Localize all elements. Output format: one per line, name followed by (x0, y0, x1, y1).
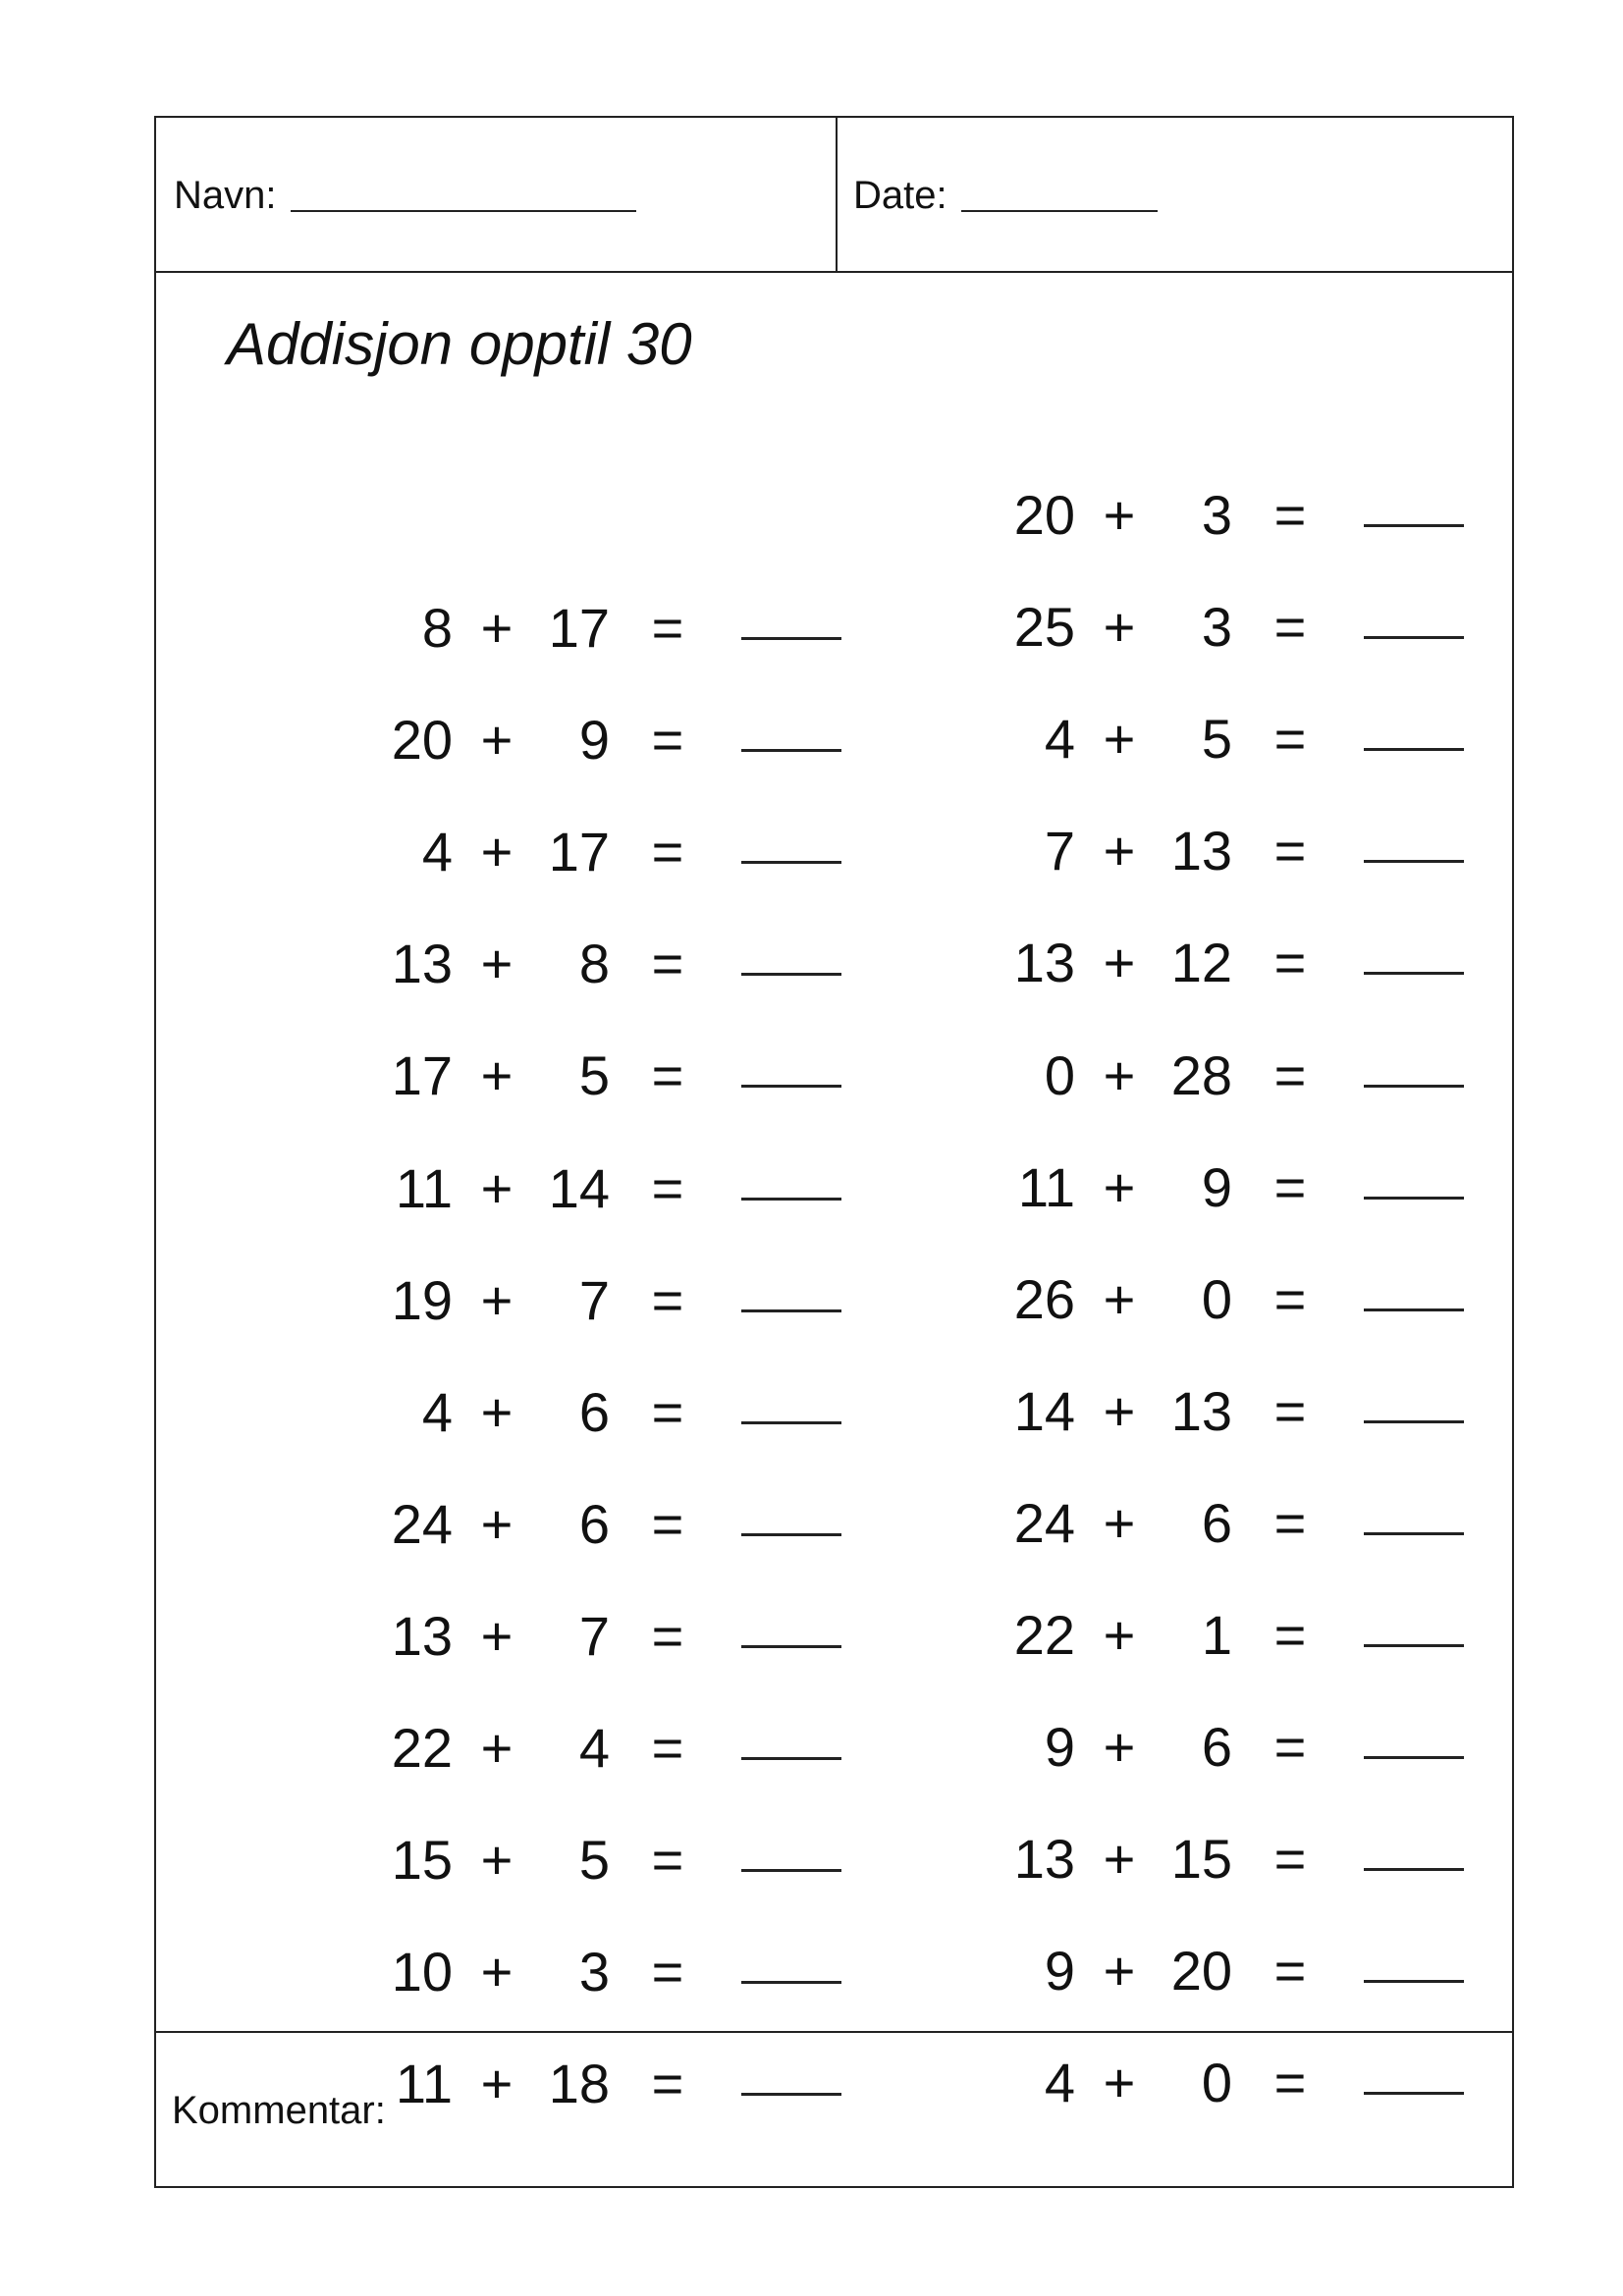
addend-b: 6 (1201, 1716, 1232, 1778)
page-title: Addisjon opptil 30 (227, 311, 692, 377)
addend-b: 9 (578, 709, 610, 771)
equals-sign: = (651, 821, 684, 882)
plus-sign: + (480, 821, 514, 882)
addend-a: 11 (395, 2053, 453, 2114)
answer-blank[interactable] (741, 1266, 841, 1312)
addend-a: 19 (391, 1269, 453, 1331)
header-divider (836, 118, 838, 271)
addend-b: 13 (1170, 1380, 1232, 1442)
equals-sign: = (1273, 484, 1307, 546)
addend-b: 4 (578, 1717, 610, 1779)
problem-row (374, 1490, 845, 1559)
plus-sign: + (480, 1493, 514, 1555)
plus-sign: + (480, 1717, 514, 1779)
addend-b: 8 (578, 933, 610, 994)
addend-b: 12 (1170, 932, 1232, 993)
equals-sign: = (651, 597, 684, 659)
addend-a: 26 (1013, 1268, 1075, 1330)
answer-blank[interactable] (1364, 1265, 1464, 1311)
problem-row (997, 1377, 1468, 1446)
problem-row (374, 706, 845, 774)
problem-row (374, 1266, 845, 1335)
addend-b: 3 (578, 1941, 610, 2002)
plus-sign: + (1103, 708, 1136, 770)
problem-row (374, 1826, 845, 1895)
addend-a: 9 (1044, 1940, 1075, 2002)
plus-sign: + (1103, 820, 1136, 881)
answer-blank[interactable] (1364, 929, 1464, 975)
problem-row (997, 1825, 1468, 1894)
addend-b: 9 (1201, 1156, 1232, 1218)
problem-row (997, 1713, 1468, 1782)
addend-b: 5 (578, 1044, 610, 1106)
addend-a: 11 (1017, 1156, 1075, 1218)
addend-b: 18 (548, 2053, 610, 2114)
answer-blank[interactable] (1364, 1601, 1464, 1647)
plus-sign: + (1103, 1716, 1136, 1778)
plus-sign: + (1103, 1940, 1136, 2002)
addend-b: 1 (1201, 1604, 1232, 1666)
addend-b: 3 (1201, 484, 1232, 546)
plus-sign: + (1103, 1492, 1136, 1554)
problem-row (374, 818, 845, 886)
addend-a: 7 (1044, 820, 1075, 881)
equals-sign: = (651, 1157, 684, 1219)
answer-blank[interactable] (1364, 1041, 1464, 1088)
addend-b: 6 (578, 1493, 610, 1555)
plus-sign: + (480, 597, 514, 659)
equals-sign: = (651, 1941, 684, 2002)
addend-a: 20 (391, 709, 453, 771)
addend-a: 24 (1013, 1492, 1075, 1554)
plus-sign: + (1103, 932, 1136, 993)
answer-blank[interactable] (1364, 1713, 1464, 1759)
plus-sign: + (1103, 1044, 1136, 1106)
equals-sign: = (1273, 1156, 1307, 1218)
plus-sign: + (1103, 1156, 1136, 1218)
addend-b: 6 (578, 1381, 610, 1443)
addend-b: 20 (1170, 1940, 1232, 2002)
name-blank[interactable] (291, 171, 636, 212)
equals-sign: = (651, 1381, 684, 1443)
answer-blank[interactable] (1364, 1153, 1464, 1200)
addend-b: 7 (578, 1269, 610, 1331)
equals-sign: = (651, 1493, 684, 1555)
addend-b: 0 (1201, 2052, 1232, 2113)
equals-sign: = (1273, 1268, 1307, 1330)
equals-sign: = (651, 1717, 684, 1779)
addend-b: 28 (1170, 1044, 1232, 1106)
equals-sign: = (1273, 708, 1307, 770)
problem-row (997, 1601, 1468, 1670)
answer-blank[interactable] (1364, 817, 1464, 863)
answer-blank[interactable] (741, 1041, 841, 1088)
comment-label: Kommentar: (172, 2089, 386, 2132)
addend-a: 11 (395, 1157, 453, 1219)
answer-blank[interactable] (741, 818, 841, 864)
equals-sign: = (1273, 820, 1307, 881)
addend-a: 4 (1044, 2052, 1075, 2113)
answer-blank[interactable] (741, 1602, 841, 1648)
worksheet (154, 116, 1514, 2188)
problem-row (374, 594, 845, 663)
equals-sign: = (1273, 1716, 1307, 1778)
addend-b: 15 (1170, 1828, 1232, 1890)
addend-b: 17 (548, 821, 610, 882)
plus-sign: + (480, 1381, 514, 1443)
equals-sign: = (651, 1829, 684, 1891)
equals-sign: = (1273, 932, 1307, 993)
addend-b: 6 (1201, 1492, 1232, 1554)
answer-blank[interactable] (741, 594, 841, 640)
addend-a: 15 (391, 1829, 453, 1891)
plus-sign: + (480, 1269, 514, 1331)
equals-sign: = (1273, 1940, 1307, 2002)
plus-sign: + (1103, 1828, 1136, 1890)
addend-a: 10 (391, 1941, 453, 2002)
equals-sign: = (651, 1605, 684, 1667)
problem-row (997, 1265, 1468, 1334)
answer-blank[interactable] (741, 1490, 841, 1536)
problem-row (997, 817, 1468, 885)
addend-b: 7 (578, 1605, 610, 1667)
equals-sign: = (1273, 1380, 1307, 1442)
plus-sign: + (1103, 1380, 1136, 1442)
addend-b: 13 (1170, 820, 1232, 881)
problem-row (374, 1602, 845, 1671)
answer-blank[interactable] (1364, 593, 1464, 639)
header-row (156, 118, 1512, 273)
answer-blank[interactable] (741, 1826, 841, 1872)
problem-row (997, 593, 1468, 662)
equals-sign: = (1273, 2052, 1307, 2113)
addend-b: 17 (548, 597, 610, 659)
plus-sign: + (480, 1044, 514, 1106)
equals-sign: = (651, 1044, 684, 1106)
name-field (174, 171, 636, 220)
answer-blank[interactable] (1364, 1377, 1464, 1423)
plus-sign: + (1103, 596, 1136, 658)
plus-sign: + (1103, 1268, 1136, 1330)
equals-sign: = (1273, 1044, 1307, 1106)
problem-row (374, 1714, 845, 1783)
date-blank[interactable] (961, 171, 1158, 212)
equals-sign: = (651, 709, 684, 771)
problem-row (374, 1041, 845, 1110)
addend-a: 13 (1013, 1828, 1075, 1890)
equals-sign: = (1273, 1828, 1307, 1890)
plus-sign: + (1103, 484, 1136, 546)
addend-a: 4 (421, 821, 453, 882)
answer-blank[interactable] (741, 1378, 841, 1424)
addend-a: 13 (1013, 932, 1075, 993)
addend-b: 0 (1201, 1268, 1232, 1330)
addend-b: 5 (1201, 708, 1232, 770)
answer-blank[interactable] (1364, 1937, 1464, 1983)
answer-blank[interactable] (1364, 1489, 1464, 1535)
problem-row (374, 1154, 845, 1223)
problem-row (997, 929, 1468, 997)
equals-sign: = (1273, 596, 1307, 658)
plus-sign: + (480, 709, 514, 771)
footer-row (156, 2031, 1512, 2186)
plus-sign: + (480, 1605, 514, 1667)
answer-blank[interactable] (741, 1154, 841, 1201)
plus-sign: + (480, 2053, 514, 2114)
equals-sign: = (1273, 1604, 1307, 1666)
addend-a: 25 (1013, 596, 1075, 658)
plus-sign: + (480, 1829, 514, 1891)
addend-b: 3 (1201, 596, 1232, 658)
problem-row (997, 1937, 1468, 2005)
problem-row (374, 930, 845, 998)
date-field (853, 171, 1158, 220)
problem-row (374, 1378, 845, 1447)
answer-blank[interactable] (1364, 705, 1464, 751)
plus-sign: + (480, 1157, 514, 1219)
addend-a: 4 (421, 1381, 453, 1443)
problem-row (997, 1041, 1468, 1110)
answer-blank[interactable] (741, 706, 841, 752)
equals-sign: = (651, 933, 684, 994)
problem-row (374, 1938, 845, 2006)
addend-b: 14 (548, 1157, 610, 1219)
addend-a: 13 (391, 933, 453, 994)
addend-a: 13 (391, 1605, 453, 1667)
addend-a: 0 (1044, 1044, 1075, 1106)
equals-sign: = (651, 1269, 684, 1331)
answer-blank[interactable] (1364, 1825, 1464, 1871)
plus-sign: + (1103, 2052, 1136, 2113)
addend-a: 4 (1044, 708, 1075, 770)
problem-row (997, 1489, 1468, 1558)
problem-row (997, 481, 1468, 550)
addend-a: 20 (1013, 484, 1075, 546)
addend-a: 17 (391, 1044, 453, 1106)
answer-blank[interactable] (1364, 481, 1464, 527)
plus-sign: + (480, 933, 514, 994)
answer-blank[interactable] (741, 1714, 841, 1760)
addend-a: 9 (1044, 1716, 1075, 1778)
addend-a: 22 (391, 1717, 453, 1779)
date-label: Date: (853, 174, 947, 217)
answer-blank[interactable] (741, 930, 841, 976)
problem-row (997, 705, 1468, 774)
name-label: Navn: (174, 174, 277, 217)
equals-sign: = (651, 2053, 684, 2114)
addend-a: 14 (1013, 1380, 1075, 1442)
plus-sign: + (1103, 1604, 1136, 1666)
equals-sign: = (1273, 1492, 1307, 1554)
addend-a: 8 (421, 597, 453, 659)
addend-b: 5 (578, 1829, 610, 1891)
plus-sign: + (480, 1941, 514, 2002)
problem-row (997, 1153, 1468, 1222)
addend-a: 22 (1013, 1604, 1075, 1666)
addend-a: 24 (391, 1493, 453, 1555)
answer-blank[interactable] (741, 1938, 841, 1984)
